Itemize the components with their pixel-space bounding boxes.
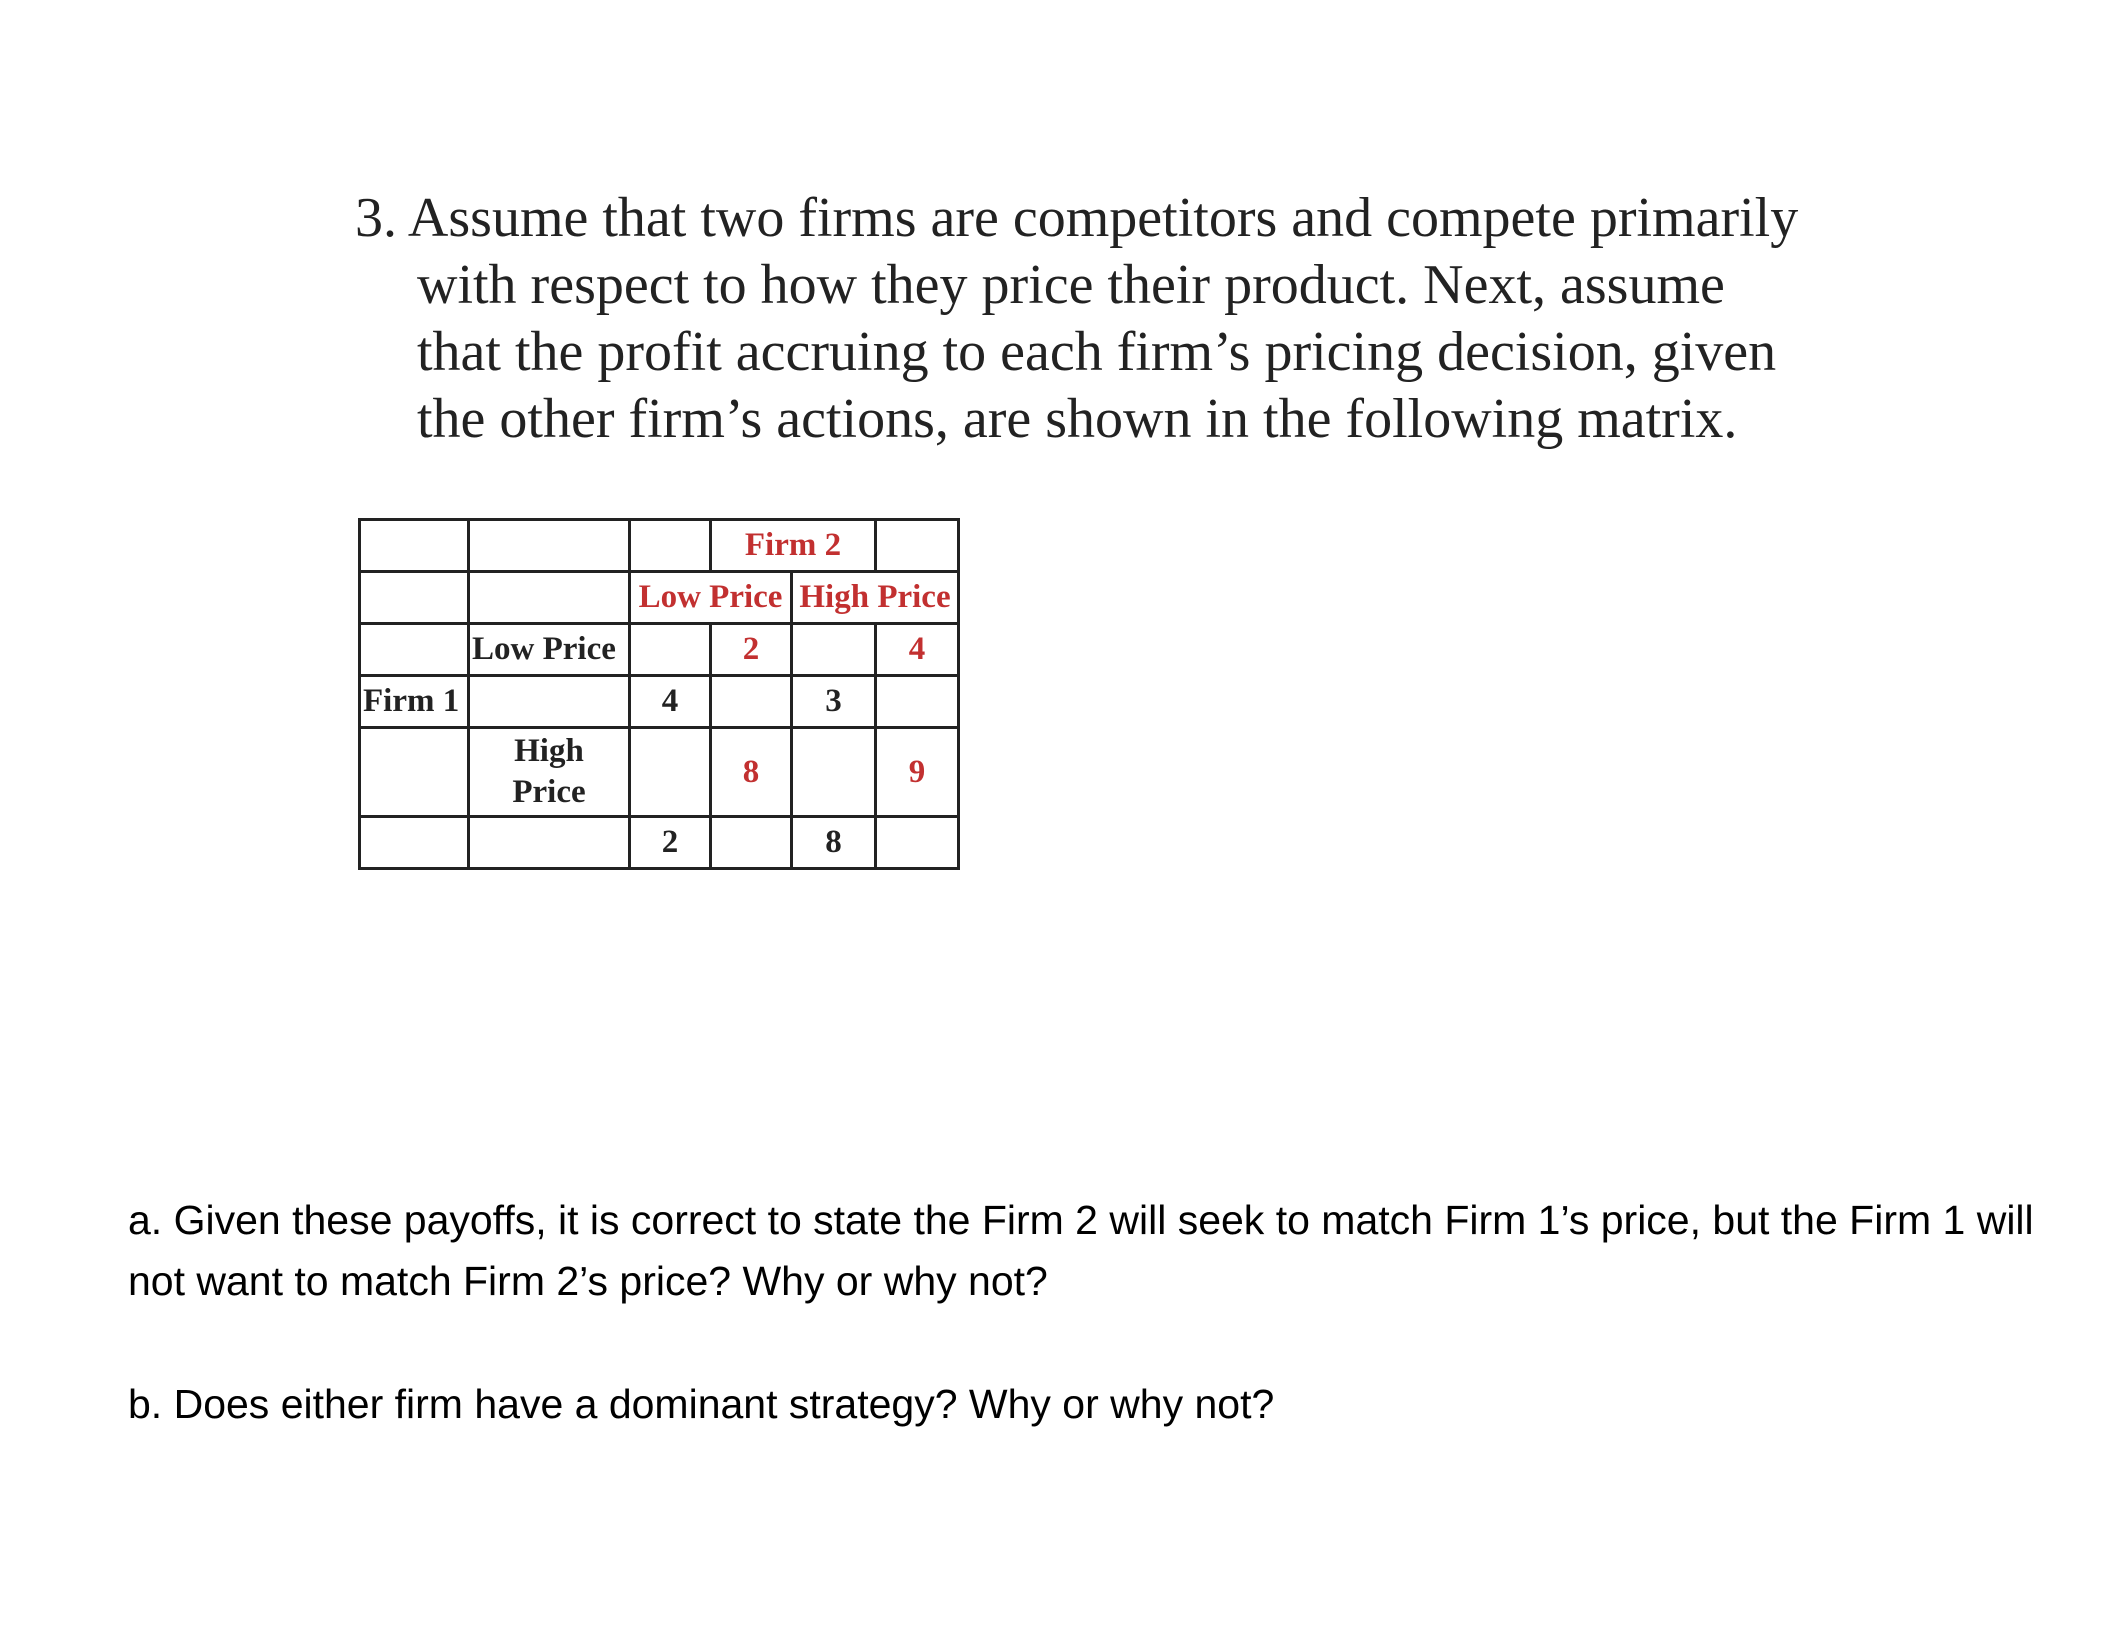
problem-line-4: the other firm’s actions, are shown in the following matrix. (417, 388, 1738, 450)
payoff-low-low-firm2: 2 (711, 624, 792, 676)
problem-line-3: that the profit accruing to each firm’s pricing decision, given (417, 321, 1777, 383)
firm2-high-price-label: High Price (792, 572, 959, 624)
matrix-row-low-firm2-payoffs (360, 624, 959, 676)
payoff-low-high-firm1: 3 (792, 676, 876, 728)
payoff-high-high-firm1: 8 (792, 817, 876, 869)
matrix-row-firm2-header (360, 520, 959, 572)
payoff-high-low-firm1: 2 (630, 817, 711, 869)
question-a: a. Given these payoffs, it is correct to state the Firm 2 will seek to match Firm 1’s price, but the Firm 1 will not want to match Firm 2’s price? Why or why not? (128, 1197, 2034, 1304)
question-b: b. Does either firm have a dominant strategy? Why or why not? (128, 1381, 1275, 1427)
problem-line-1: 3. Assume that two firms are competitors and compete primarily (355, 187, 1799, 249)
firm1-high-price-label: High Price (512, 733, 586, 810)
payoff-high-high-firm2: 9 (876, 728, 959, 817)
matrix-row-firm2-strategies (360, 572, 959, 624)
problem-statement (355, 185, 1875, 453)
matrix-row-high-firm2-payoffs (360, 728, 959, 817)
firm1-label: Firm 1 (360, 676, 469, 728)
firm1-low-price-label: Low Price (469, 624, 630, 676)
problem-line-2: with respect to how they price their product. Next, assume (417, 254, 1725, 316)
matrix-row-high-firm1-payoffs (360, 817, 959, 869)
payoff-low-high-firm2: 4 (876, 624, 959, 676)
payoff-high-low-firm2: 8 (711, 728, 792, 817)
firm2-label: Firm 2 (711, 520, 876, 572)
matrix-row-low-firm1-payoffs (360, 676, 959, 728)
firm2-low-price-label: Low Price (630, 572, 792, 624)
payoff-low-low-firm1: 4 (630, 676, 711, 728)
payoff-matrix (358, 518, 960, 870)
